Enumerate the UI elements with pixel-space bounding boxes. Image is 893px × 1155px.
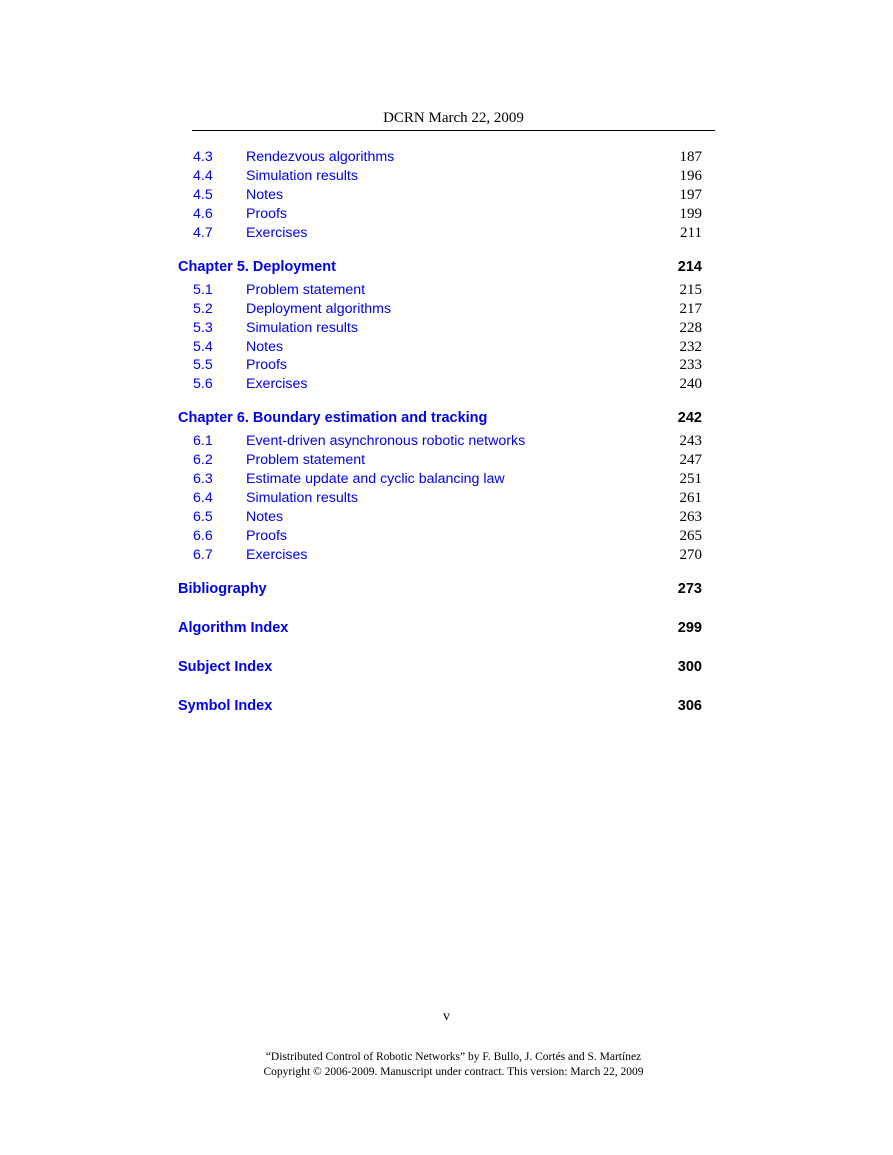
section-title-link[interactable]: Simulation results [246, 167, 358, 184]
section-page-number: 197 [679, 186, 702, 203]
toc-subject-index[interactable] [178, 657, 702, 677]
section-number[interactable]: 5.3 [193, 319, 213, 336]
section-page-number: 247 [679, 452, 702, 469]
symbol-index-link[interactable]: Symbol Index [178, 697, 273, 714]
page-footer [0, 1050, 893, 1080]
toc-entry-4-4[interactable] [178, 167, 702, 186]
bibliography-link[interactable]: Bibliography [178, 580, 267, 597]
section-number[interactable]: 6.4 [193, 490, 213, 507]
toc-entry-4-5[interactable] [178, 186, 702, 205]
chapter-page-number: 299 [677, 619, 702, 636]
section-page-number: 228 [679, 319, 702, 336]
toc-entry-5-2[interactable] [178, 300, 702, 319]
toc-entry-4-3[interactable] [178, 148, 702, 167]
section-title-link[interactable]: Notes [246, 186, 284, 203]
section-page-number: 187 [679, 149, 702, 165]
running-header: DCRN March 22, 2009 [383, 110, 524, 126]
section-page-number: 243 [679, 433, 702, 450]
section-page-number: 265 [679, 528, 702, 544]
section-number[interactable]: 5.4 [193, 338, 213, 355]
toc-entry-6-2[interactable] [178, 451, 702, 470]
toc-entry-5-1[interactable] [178, 281, 702, 300]
section-page-number: 261 [679, 490, 702, 507]
page-number: v [443, 1009, 450, 1024]
toc-entry-6-7[interactable] [178, 546, 702, 565]
table-of-contents [178, 148, 702, 716]
section-page-number: 232 [679, 338, 702, 355]
toc-entry-6-6[interactable] [178, 527, 702, 546]
section-title-link[interactable]: Exercises [246, 376, 308, 393]
toc-entry-5-6[interactable] [178, 375, 702, 394]
toc-entry-6-1[interactable] [178, 432, 702, 451]
section-title-link[interactable]: Proofs [246, 528, 288, 544]
chapter-page-number: 273 [677, 580, 702, 597]
section-page-number: 270 [679, 546, 702, 563]
section-number[interactable]: 4.3 [193, 149, 213, 165]
spacer [178, 565, 702, 579]
section-title-link[interactable]: Proofs [246, 205, 288, 222]
footer-copyright: Copyright © 2006-2009. Manuscript under contract. This version: March 22, 2009 [263, 1066, 644, 1078]
section-number[interactable]: 4.7 [193, 224, 213, 241]
section-page-number: 211 [680, 224, 702, 241]
section-page-number: 251 [679, 471, 702, 488]
chapter-page-number: 214 [677, 258, 702, 275]
section-number[interactable]: 5.1 [193, 281, 213, 298]
toc-algorithm-index[interactable] [178, 618, 702, 638]
spacer [178, 394, 702, 408]
chapter-title-link[interactable]: Chapter 6. Boundary estimation and tracking [178, 410, 488, 427]
section-number[interactable]: 4.4 [193, 167, 213, 184]
spacer [178, 243, 702, 257]
footer-citation: “Distributed Control of Robotic Networks” by F. Bullo, J. Cortés and S. Martínez [265, 1051, 642, 1063]
section-page-number: 240 [679, 376, 702, 393]
toc-entry-6-3[interactable] [178, 470, 702, 489]
toc-entry-4-6[interactable] [178, 205, 702, 224]
toc-entry-5-4[interactable] [178, 338, 702, 357]
section-page-number: 217 [679, 300, 702, 317]
section-title-link[interactable]: Estimate update and cyclic balancing law [246, 471, 505, 488]
section-title-link[interactable]: Exercises [246, 546, 308, 563]
toc-entry-5-3[interactable] [178, 319, 702, 338]
toc-bibliography[interactable] [178, 579, 702, 599]
section-title-link[interactable]: Notes [246, 338, 284, 355]
section-title-link[interactable]: Notes [246, 509, 284, 526]
chapter-page-number: 300 [677, 658, 702, 675]
section-number[interactable]: 6.5 [193, 509, 213, 526]
toc-chapter-6[interactable] [178, 408, 702, 428]
section-title-link[interactable]: Simulation results [246, 490, 358, 507]
section-number[interactable]: 6.2 [193, 452, 213, 469]
toc-chapter-5[interactable] [178, 257, 702, 277]
section-title-link[interactable]: Simulation results [246, 319, 358, 336]
chapter-page-number: 306 [677, 697, 702, 714]
toc-entry-6-4[interactable] [178, 489, 702, 508]
section-number[interactable]: 6.1 [193, 433, 213, 450]
toc-entry-6-5[interactable] [178, 508, 702, 527]
section-number[interactable]: 6.7 [193, 546, 213, 563]
spacer [178, 638, 702, 657]
spacer [178, 677, 702, 696]
section-page-number: 215 [679, 281, 702, 298]
section-number[interactable]: 5.6 [193, 376, 213, 393]
section-title-link[interactable]: Proofs [246, 357, 288, 374]
toc-entry-4-7[interactable] [178, 224, 702, 243]
section-title-link[interactable]: Rendezvous algorithms [246, 149, 395, 165]
section-number[interactable]: 6.6 [193, 528, 213, 544]
section-title-link[interactable]: Exercises [246, 224, 308, 241]
section-page-number: 263 [679, 509, 702, 526]
section-page-number: 233 [679, 357, 702, 374]
section-page-number: 196 [679, 167, 702, 184]
section-title-link[interactable]: Deployment algorithms [246, 300, 392, 317]
header-rule [192, 130, 715, 131]
section-number[interactable]: 5.5 [193, 357, 213, 374]
section-title-link[interactable]: Event-driven asynchronous robotic networks [246, 433, 526, 450]
toc-symbol-index[interactable] [178, 696, 702, 716]
section-number[interactable]: 4.6 [193, 205, 213, 222]
section-number[interactable]: 6.3 [193, 471, 213, 488]
section-title-link[interactable]: Problem statement [246, 281, 366, 298]
chapter-title-link[interactable]: Chapter 5. Deployment [178, 258, 336, 275]
section-number[interactable]: 4.5 [193, 186, 213, 203]
subject-index-link[interactable]: Subject Index [178, 658, 273, 675]
toc-entry-5-5[interactable] [178, 356, 702, 375]
section-page-number: 199 [679, 205, 702, 222]
section-number[interactable]: 5.2 [193, 300, 213, 317]
algorithm-index-link[interactable]: Algorithm Index [178, 619, 289, 636]
section-title-link[interactable]: Problem statement [246, 452, 366, 469]
chapter-page-number: 242 [677, 410, 702, 427]
spacer [178, 599, 702, 618]
